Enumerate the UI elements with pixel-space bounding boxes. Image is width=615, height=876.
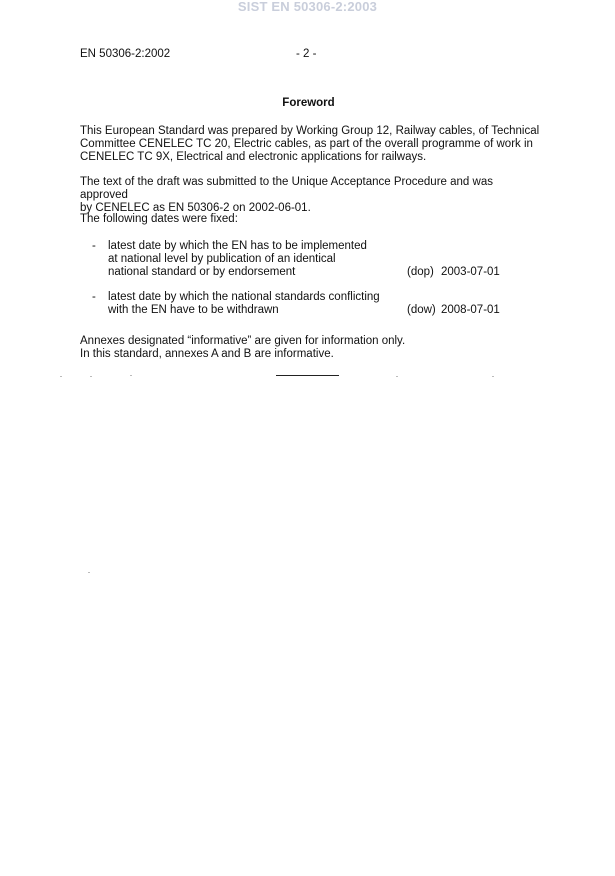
scan-speck: [88, 572, 90, 573]
section-title: Foreword: [282, 97, 335, 109]
date-code: (dop): [407, 266, 434, 278]
watermark-text: SIST EN 50306-2:2003: [237, 0, 378, 14]
scan-speck: [60, 376, 62, 377]
date-code: (dow): [407, 304, 436, 316]
intro-paragraph: This European Standard was prepared by Working Group 12, Railway cables, of Technical Committee CENELEC TC 20, Electric cables, as part of the overall programme of work in CENELEC TC 9X, Electrical and electronic applications for railways.: [80, 125, 540, 163]
list-bullet: -: [92, 291, 96, 303]
dates-intro-paragraph: The following dates were fixed:: [80, 213, 238, 225]
scan-speck: [492, 376, 494, 377]
list-item-text: latest date by which the national standards conflicting with the EN have to be withdrawn: [108, 291, 380, 316]
approval-paragraph: The text of the draft was submitted to the Unique Acceptance Procedure and was approved by CENELEC as EN 50306-2 on 2002-06-01.: [80, 176, 493, 214]
list-item-text: latest date by which the EN has to be implemented at national level by publication of an identical national standard or by endorsement: [108, 240, 367, 278]
scan-speck: [90, 376, 92, 377]
date-value: 2008-07-01: [441, 304, 500, 316]
end-rule: [276, 375, 339, 376]
scan-speck: [396, 376, 398, 377]
annexes-paragraph: Annexes designated “informative” are given for information only. In this standard, annexes A and B are informative.: [80, 335, 406, 360]
scan-speck: [130, 375, 132, 376]
page-number: - 2 -: [296, 48, 317, 60]
document-id: EN 50306-2:2002: [80, 48, 171, 60]
date-value: 2003-07-01: [441, 266, 500, 278]
list-bullet: -: [92, 240, 96, 252]
